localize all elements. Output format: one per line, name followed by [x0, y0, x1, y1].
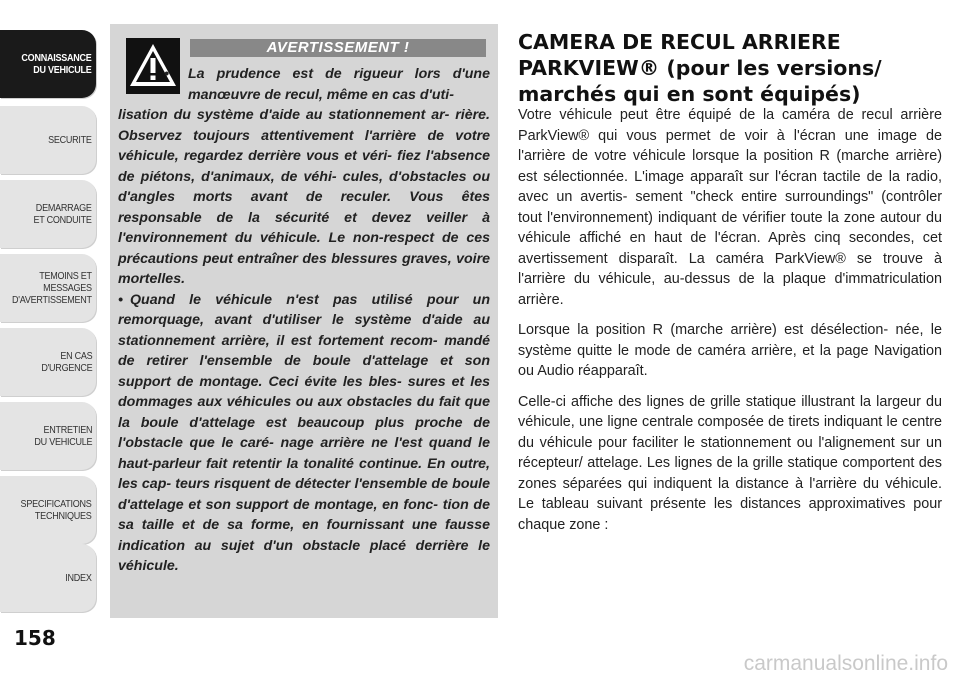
watermark: carmanualsonline.info [743, 652, 948, 675]
warning-bullet-1-continued: lisation du système d'aide au stationnement ar- rière. Observez toujours attentivement l'arrière de votre véhicule, regardez derrière vous et véri- fiez l'absence de piétons, d'animaux, de véhi- cules, d'obstacles ou d'angles morts avant de reculer. Vous êtes responsable de la sécurité et devez veiller à l'environnement du véhicule. Le non-respect de ces précautions peut entraîner des blessures graves, voire mortelles. [118, 107, 490, 287]
tab-label: TEMOINS ET MESSAGES D'AVERTISSEMENT [12, 270, 92, 306]
tab-specifications-techniques[interactable] [0, 476, 96, 544]
tab-en-cas-d-urgence[interactable] [0, 328, 96, 396]
warning-bullet-2-text: Quand le véhicule n'est pas utilisé pour un remorquage, avant d'utiliser le système d'aide au stationnement arrière, il est fortement recom- mandé de retirer l'ensemble de boule d'attelage et son support de montage. Ceci évite les bles- sures et les dommages aux véhicules ou aux obstacles du fait que la boule d'attelage est beaucoup plus proche de l'obstacle que le caré- nage arrière ne l'est quand le haut-parleur fait retentir la tonalité continue. En outre, les cap- teurs risquent de détecter l'ensemble de boule d'attelage et son support de montage, en fonc- tion de sa taille et de sa forme, en fournissant une fausse indication au sujet d'un obstacle placé derrière le véhicule. [118, 291, 490, 574]
warning-bullet-1: • La prudence est de rigueur lors d'une manœuvre de recul, même en cas d'uti- [164, 66, 490, 103]
warning-text [118, 64, 490, 577]
warning-bullet-2: • Quand le véhicule n'est pas utilisé pour un remorquage, avant d'utiliser le système d'aide au stationnement arrière, il est fortement recom- mandé de retirer l'ensemble de boule d'attelage et son support de montage. Ceci évite les bles- sures et les dommages aux véhicules ou aux obstacles du fait que la boule d'attelage est beaucoup plus proche de l'obstacle que le caré- nage arrière ne l'est quand le haut-parleur fait retentir la tonalité continue. En outre, les cap- teurs risquent de détecter l'ensemble de boule d'attelage et son support de montage, en fonc- tion de sa taille et de sa forme, en fournissant une fausse indication au sujet d'un obstacle placé derrière le véhicule. [118, 291, 490, 574]
tab-entretien-du-vehicule[interactable] [0, 402, 96, 470]
paragraph: Votre véhicule peut être équipé de la caméra de recul arrière ParkView® qui vous permet de voir à l'écran une image de l'arrière de votre véhicule lorsque la position R (marche arrière) est sélectionnée. L'image apparaît sur l'écran tactile de la radio, avec un avertis- sement "check entire surroundings" (contrôler tout l'environnement) indiquant de vérifier toute la zone autour du véhicule affiché en haut de l'écran. Après cinq secondes, cet avertissement disparaît. La caméra ParkView® se trouve à l'arrière du véhicule, au-dessus de la plaque d'immatriculation arrière. [518, 107, 942, 308]
tab-demarrage-et-conduite[interactable] [0, 180, 96, 248]
tab-label: CONNAISSANCE DU VEHICULE [21, 52, 92, 76]
warning-header: AVERTISSEMENT ! [190, 39, 486, 57]
warning-bullet-1-text: La prudence est de rigueur lors d'une manœuvre de recul, même en cas d'uti- [188, 66, 490, 103]
tab-temoins-et-messages[interactable] [0, 254, 96, 322]
sidebar [0, 0, 98, 678]
tab-connaissance-du-vehicule[interactable] [0, 30, 96, 98]
tab-securite[interactable] [0, 106, 96, 174]
tab-label: ENTRETIEN DU VEHICULE [34, 424, 92, 448]
tab-index[interactable] [0, 544, 96, 612]
section-title: CAMERA DE RECUL ARRIERE PARKVIEW® (pour les versions/ marchés qui en sont équipés) [518, 30, 882, 106]
tab-label: INDEX [65, 572, 92, 584]
tab-label: DEMARRAGE ET CONDUITE [33, 202, 92, 226]
warning-box [110, 24, 498, 618]
tab-label: EN CAS D'URGENCE [40, 350, 92, 374]
page-number: 158 [14, 626, 56, 650]
paragraph: Celle-ci affiche des lignes de grille statique illustrant la largeur du véhicule, une ligne centrale composée de tirets indiquant le centre du véhicule pour faciliter le stationnement ou l'alignement sur un récepteur/ attelage. Les lignes de la grille statique comportent des zones séparées qui indiquent la distance à l'arrière du véhicule. Le tableau suivant présente les distances approximatives pour chaque zone : [518, 393, 942, 533]
section-body [518, 105, 942, 545]
paragraph: Lorsque la position R (marche arrière) est désélection- née, le système quitte le mode de caméra arrière, et la page Navigation ou Audio réapparaît. [518, 322, 942, 379]
tab-label: SPECIFICATIONS TECHNIQUES [21, 498, 92, 522]
tab-label: SECURITE [48, 134, 92, 146]
